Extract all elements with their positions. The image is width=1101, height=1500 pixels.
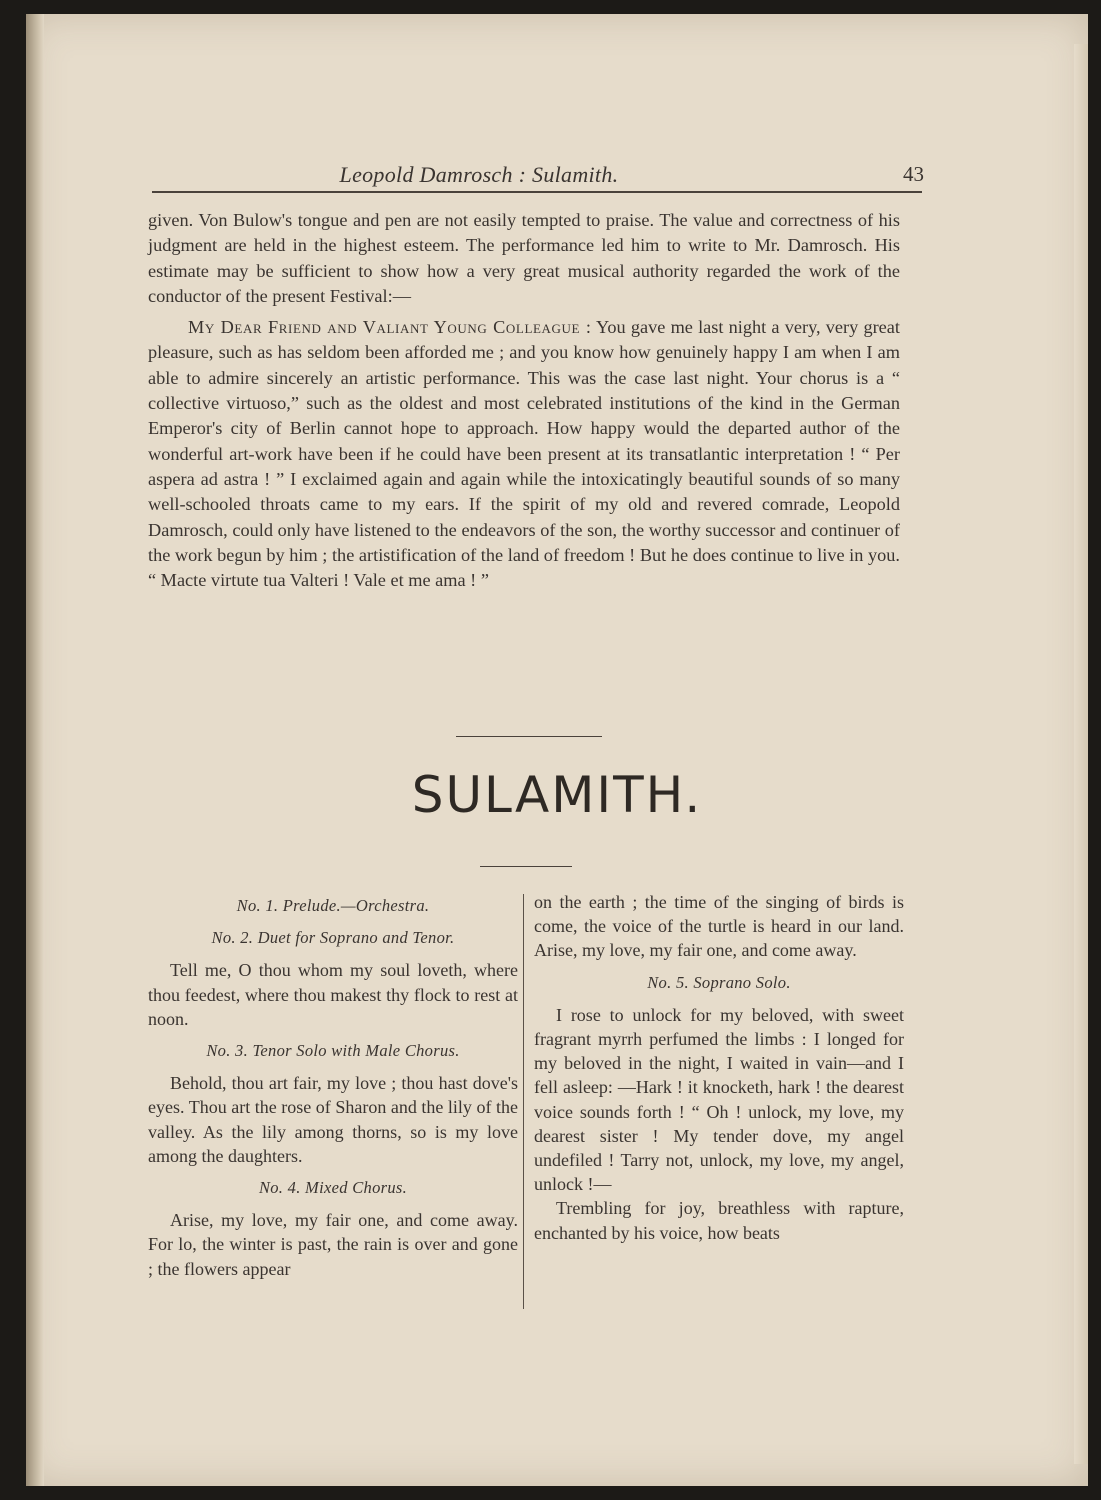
program-text: Arise, my love, my fair one, and come away. For lo, the winter is past, the rain is over and gone ; the flowers appear [148,1210,518,1279]
program-column-right [534,890,904,1245]
body-text [148,208,900,593]
program-text: Tell me, O thou whom my soul loveth, where thou feedest, where thou makest thy flock to rest at noon. [148,960,518,1029]
program-text: Behold, thou art fair, my love ; thou hast dove's eyes. Thou art the rose of Sharon and the lily of the valley. As the lily among thorns, so is my love among the daughters. [148,1073,518,1166]
letter-paragraph [148,315,900,593]
program-heading: No. 4. Mixed Chorus. [258,1178,408,1198]
paragraph: given. Von Bulow's tongue and pen are not easily tempted to praise. The value and correctness of his judgment are held in the highest esteem. The performance led him to write to Mr. Damrosch. His estimate may be sufficient to show how a very great musical authority regarded the work of the conductor of the present Festival:— [148,210,900,306]
program-heading: No. 2. Duet for Soprano and Tenor. [211,928,455,948]
running-head [154,162,924,194]
book-page [26,14,1088,1486]
program-heading: No. 5. Soprano Solo. [647,972,791,992]
program-column-left [148,890,518,1281]
letter-text: You gave me last night a very, very great pleasure, such as has seldom been afforded me ; and you know how genuinely happy I am when I am able to admire sincerely an artistic performance. This was the case last night. Your chorus is a “ collective virtuoso,” such as the oldest and most celebrated institutions of the kind in the German Emperor's city of Berlin cannot hope to approach. How happy would the departed author of the wonderful art-work have been if he could have been present at its transatlantic interpretation ! “ Per aspera ad astra ! ” I exclaimed again and again while the intoxicatingly beautiful sounds of so many well-schooled throats came to my ears. If the spirit of my old and revered comrade, Leopold Damrosch, could only have listened to the endeavors of the son, the worthy successor and continuer of the work begun by him ; the artistification of the land of freedom ! But he does continue to live in you. “ Macte virtute tua Valteri ! Vale et me ama ! ” [148,317,900,591]
page-number: 43 [903,162,924,186]
program-text: I rose to unlock for my beloved, with sweet fragrant myrrh perfumed the limbs : I longed for my beloved in the night, I waited in vain—and I fell asleep: —Hark ! it knocketh, hark ! the dearest voice sounds forth ! “ Oh ! unlock, my love, my dearest sister ! My tender dove, my angel undefiled ! Tarry not, unlock, my love, my angel, unlock !— [534,1004,904,1195]
program-text: on the earth ; the time of the singing of birds is come, the voice of the turtle is heard in our land. Arise, my love, my fair one, and come away. [534,892,904,961]
program-heading: No. 3. Tenor Solo with Male Chorus. [206,1041,460,1061]
program-heading: No. 1. Prelude.—Orchestra. [236,896,430,915]
section-rule-bottom [480,866,572,867]
book-spine [26,14,44,1486]
program-text: Trembling for joy, breathless with rapture, enchanted by his voice, how beats [534,1198,904,1243]
section-title: SULAMITH. [411,766,703,824]
page-edge [1074,44,1088,1464]
letter-salutation: My Dear Friend and Valiant Young Colleague : [188,317,592,338]
header-rule [152,191,922,193]
running-head-title: Leopold Damrosch : Sulamith. [339,162,619,187]
column-divider [523,894,524,1309]
section-rule-top [456,736,602,737]
